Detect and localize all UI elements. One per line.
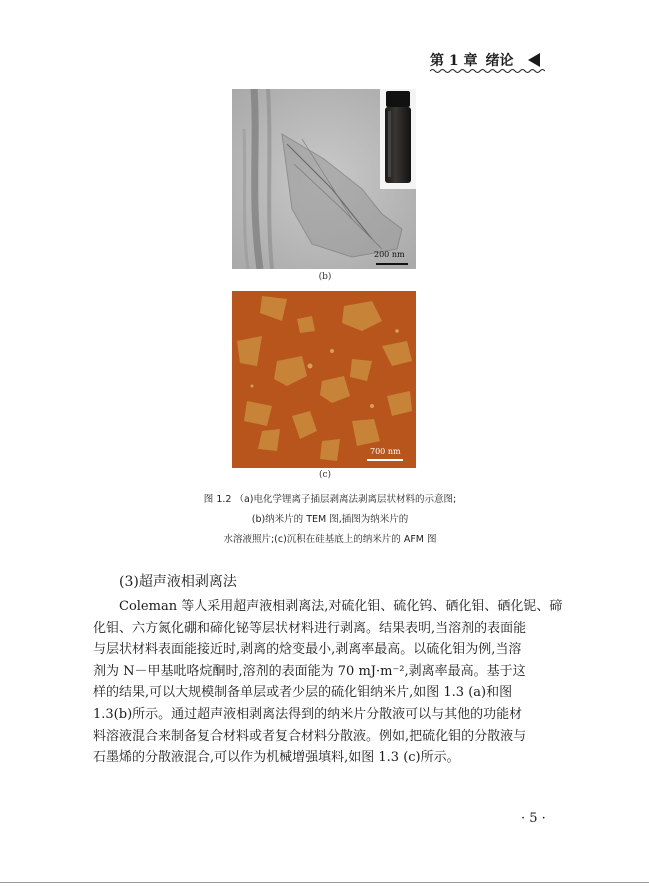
running-header — [430, 50, 570, 70]
body-line-3: 与层状材料表面能接近时,剥离的焓变最小,剥离率最高。以硫化钼为例,当溶 — [93, 642, 522, 658]
chapter-number: 第 1 章 — [430, 53, 478, 69]
body-line-6: 1.3(b)所示。通过超声液相剥离法得到的纳米片分散液可以与其他的功能材 — [93, 706, 523, 722]
body-line-1: Coleman 等人采用超声液相剥离法,对硫化钼、硫化钨、硒化钼、硒化铌、碲 — [93, 599, 563, 614]
panel-b-label: (b) — [318, 272, 332, 282]
body-line-2: 化钼、六方氮化硼和碲化铋等层状材料进行剥离。结果表明,当溶剂的表面能 — [93, 620, 527, 636]
triangle-marker-icon — [528, 53, 540, 67]
scale-bar-label-b: 200 nm — [374, 250, 405, 259]
caption-line-2: (b)纳米片的 TEM 图,插图为纳米片的 — [251, 514, 409, 525]
tem-image — [232, 89, 416, 269]
body-line-4: 剂为 N－甲基吡咯烷酮时,溶剂的表面能为 70 mJ·m⁻²,剥离率最高。基于这 — [93, 663, 526, 679]
scale-bar-label-c: 700 nm — [370, 447, 401, 456]
chapter-title: 绪论 — [485, 53, 514, 69]
body-line-7: 料溶液混合来制备复合材料或者复合材料分散液。例如,把硫化钼的分散液与 — [93, 728, 527, 744]
section-heading: (3)超声液相剥离法 — [119, 574, 237, 590]
afm-image — [232, 291, 416, 468]
caption-line-1: 图 1.2 （a)电化学锂离子插层剥离法剥离层状材料的示意图; — [203, 494, 457, 505]
body-line-5: 样的结果,可以大规模制备单层或者少层的硫化钼纳米片,如图 1.3 (a)和图 — [93, 685, 513, 701]
page-bottom-rule — [0, 882, 649, 883]
body-paragraph — [93, 596, 563, 769]
figure-caption — [160, 490, 500, 550]
caption-line-3: 水溶液照片;(c)沉积在硅基底上的纳米片的 AFM 图 — [223, 534, 437, 545]
body-line-8: 石墨烯的分散液混合,可以作为机械增强填料,如图 1.3 (c)所示。 — [93, 750, 460, 766]
header-wavy-rule — [430, 68, 545, 74]
page-number: · 5 · — [521, 811, 546, 826]
panel-c-label: (c) — [318, 470, 332, 480]
